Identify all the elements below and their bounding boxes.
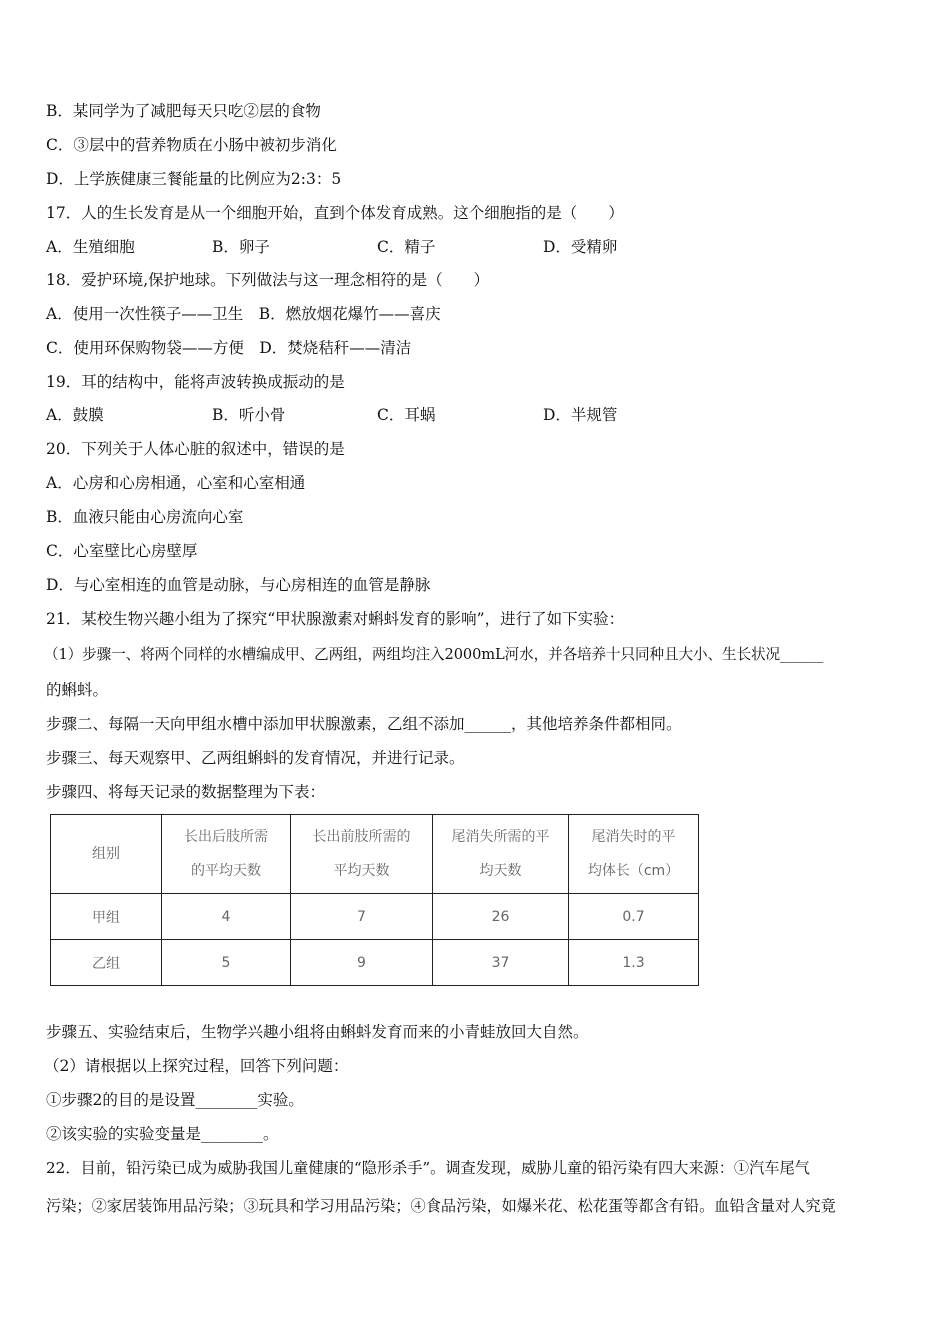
q19-option-d: D．半规管 (543, 406, 618, 424)
q21-step-2: 步骤二、每隔一天向甲组水槽中添加甲状腺激素，乙组不添加______，其他培养条件都相同。 (46, 715, 682, 733)
table-row (51, 894, 699, 940)
table-row (51, 940, 699, 986)
table-cell: 4 (162, 894, 291, 940)
q20-option-a: A．心房和心房相通，心室和心室相通 (46, 474, 306, 492)
question-22-line-2: 污染；②家居装饰用品污染；③玩具和学习用品污染；④食品污染，如爆米花、松花蛋等都含有铅。血铅含量对人究竟 (46, 1197, 836, 1215)
data-table (50, 814, 699, 986)
q21-part-2-item-2: ②该实验的实验变量是________。 (46, 1125, 279, 1143)
q20-option-c: C．心室壁比心房壁厚 (46, 542, 198, 560)
table-cell: 26 (433, 894, 569, 940)
q21-step-5: 步骤五、实验结束后，生物学兴趣小组将由蝌蚪发育而来的小青蛙放回大自然。 (46, 1023, 589, 1041)
q21-step-4: 步骤四、将每天记录的数据整理为下表： (46, 783, 326, 801)
question-20: 20．下列关于人体心脏的叙述中，错误的是 (46, 440, 345, 458)
q18-options-cd: C．使用环保购物袋——方便 D．焚烧秸秆——清洁 (46, 339, 412, 357)
q20-option-d: D．与心室相连的血管是动脉，与心房相连的血管是静脉 (46, 576, 431, 594)
q21-part-2-item-1: ①步骤2的目的是设置________实验。 (46, 1091, 304, 1109)
q21-step-3: 步骤三、每天观察甲、乙两组蝌蚪的发育情况，并进行记录。 (46, 749, 465, 767)
table-cell: 甲组 (51, 894, 162, 940)
q21-step-1: （1）步骤一、将两个同样的水槽编成甲、乙两组，两组均注入2000mL河水，并各培养十只同种且大小、生长状况______ (44, 646, 824, 663)
q16-option-b: B．某同学为了减肥每天只吃②层的食物 (46, 102, 321, 120)
header-fore-limb: 长出前肢所需的 平均天数 (291, 815, 433, 894)
q17-option-b: B．卵子 (212, 238, 270, 256)
table-header-row (51, 815, 699, 894)
q21-part-2: （2）请根据以上探究过程，回答下列问题： (44, 1057, 349, 1075)
table-cell: 乙组 (51, 940, 162, 986)
table-cell: 5 (162, 940, 291, 986)
table-cell: 9 (291, 940, 433, 986)
q19-option-c: C．耳蜗 (377, 406, 436, 424)
q16-option-c: C．③层中的营养物质在小肠中被初步消化 (46, 136, 337, 154)
q21-step-1-cont: 的蝌蚪。 (46, 681, 109, 699)
q19-option-b: B．听小骨 (212, 406, 286, 424)
question-19: 19．耳的结构中，能将声波转换成振动的是 (46, 373, 345, 391)
q16-option-d: D．上学族健康三餐能量的比例应为2:3：5 (46, 170, 342, 188)
header-tail-days: 尾消失所需的平 均天数 (433, 815, 569, 894)
table-cell: 7 (291, 894, 433, 940)
header-tail-length: 尾消失时的平 均体长（cm） (569, 815, 699, 894)
header-hind-limb: 长出后肢所需 的平均天数 (162, 815, 291, 894)
q19-option-a: A．鼓膜 (46, 406, 104, 424)
table-cell: 1.3 (569, 940, 699, 986)
q17-option-c: C．精子 (377, 238, 436, 256)
q17-option-d: D．受精卵 (543, 238, 618, 256)
header-group: 组别 (51, 815, 162, 894)
q17-option-a: A．生殖细胞 (46, 238, 135, 256)
q18-options-ab: A．使用一次性筷子——卫生 B．燃放烟花爆竹——喜庆 (46, 305, 441, 323)
q20-option-b: B．血液只能由心房流向心室 (46, 508, 244, 526)
question-17: 17．人的生长发育是从一个细胞开始，直到个体发育成熟。这个细胞指的是（ ） (46, 204, 624, 222)
question-22-line-1: 22．目前，铅污染已成为威胁我国儿童健康的“隐形杀手”。调查发现，威胁儿童的铅污染有四大来源：①汽车尾气 (46, 1159, 810, 1177)
question-21: 21．某校生物兴趣小组为了探究“甲状腺激素对蝌蚪发育的影响”，进行了如下实验： (46, 610, 625, 628)
table-cell: 0.7 (569, 894, 699, 940)
question-18: 18．爱护环境,保护地球。下列做法与这一理念相符的是（ ） (46, 271, 490, 289)
table-cell: 37 (433, 940, 569, 986)
